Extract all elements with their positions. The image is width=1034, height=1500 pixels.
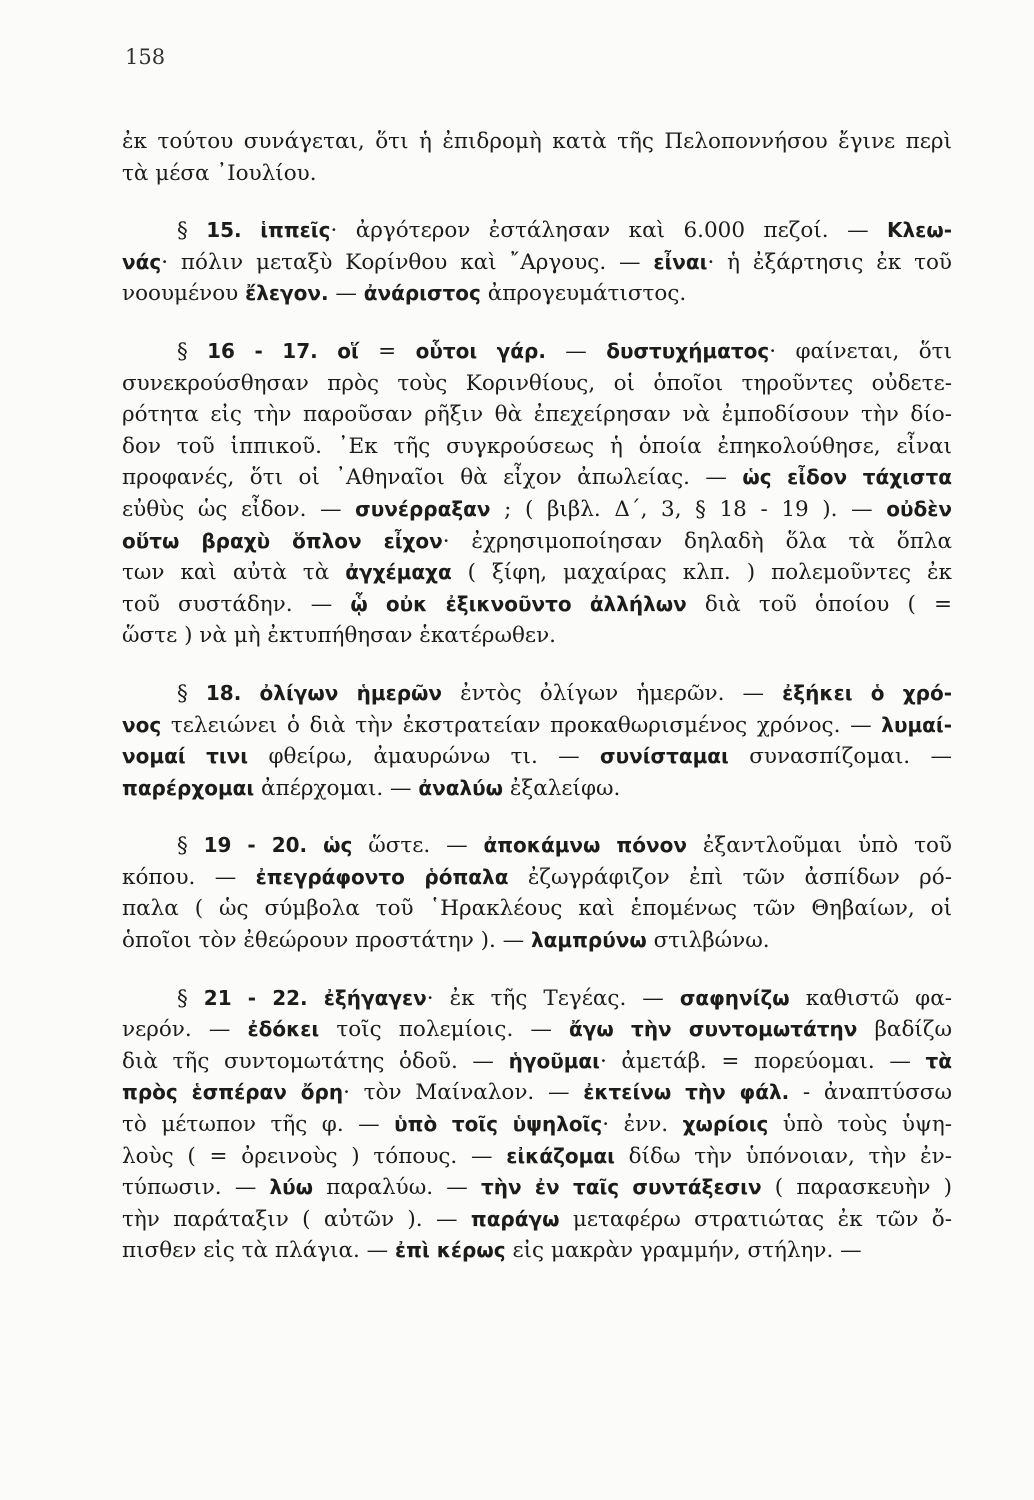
bold-term: τὰ (925, 1048, 952, 1073)
text-line (122, 678, 952, 710)
text-span: — (545, 338, 607, 364)
text-span: φθείρω, ἀμαυρώνω τι. — (248, 744, 601, 770)
text-span: § (177, 218, 207, 244)
text-span: ἐξαντλοῦμαι ὑπὸ τοῦ (686, 833, 952, 859)
bold-term: οὕτω βραχὺ ὅπλον εἶχον (122, 528, 443, 553)
text-span: τὰ μέσα ᾽Ιουλίου. (122, 160, 317, 186)
text-span: · πόλιν μεταξὺ Κορίνθου καὶ ῎Αργους. — (161, 249, 654, 275)
text-span: τοῦ συστάδην. — (122, 591, 351, 617)
text-span: - ἀναπτύσσω (789, 1080, 952, 1106)
text-span: ἐκ τούτου συνάγεται, ὅτι ἡ ἐπιδρομὴ κατὰ τῆς Πελοποννήσου ἔγινε περὶ (122, 129, 952, 154)
text-span: · ἀμετάβ. = πορεύομαι. — (599, 1048, 926, 1074)
text-span: ὥστε ) νὰ μὴ ἐκτυπήθησαν ἑκατέρωθεν. (122, 623, 556, 649)
text-line (122, 925, 952, 957)
text-line (122, 431, 952, 463)
page-number: 158 (125, 45, 166, 69)
bold-term: πρὸς ἑσπέραν ὄρη (122, 1080, 344, 1105)
text-line (122, 893, 952, 925)
text-line (122, 741, 952, 773)
text-span: ἐντὸς ὀλίγων ἡμερῶν. — (442, 680, 783, 706)
text-line (122, 462, 952, 494)
text-span: — (328, 281, 364, 307)
bold-term: δυστυχήματος (606, 338, 770, 363)
bold-term: ὡς εἶδον τάχιστα (742, 465, 952, 490)
text-span: κόπου. — (122, 864, 256, 890)
text-span: ; ( βιβλ. Δ΄, 3, § 18 - 19 ). — (490, 496, 887, 522)
text-span: · ἡ ἐξάρτησις ἐκ τοῦ (707, 249, 952, 275)
text-span: ὁποῖοι τὸν ἐθεώρουν προστάτην ). — (122, 928, 531, 954)
bold-term: ἀγχέμαχα (345, 560, 452, 585)
text-span: δον τοῦ ἱππικοῦ. ᾽Εκ τῆς συγκρούσεως ἡ ὁποία ἐπηκολούθησε, εἶναι (122, 433, 952, 459)
text-span: τελειώνει ὁ διὰ τὴν ἐκστρατείαν προκαθωρισμένος χρόνος. — (161, 712, 882, 738)
text-span: ἀπρογευμάτιστος. (480, 281, 687, 307)
text-span: συνασπίζομαι. — (728, 744, 952, 770)
text-line (122, 1141, 952, 1173)
text-line (122, 1077, 952, 1109)
text-span: · ἐνν. (602, 1112, 683, 1138)
paragraph-gap (122, 652, 952, 678)
text-line (122, 620, 952, 652)
text-span: εὐθὺς ὡς εἶδον. — (122, 496, 356, 522)
text-line (122, 368, 952, 400)
text-span: ἐζωγράφιζον ἐπὶ τῶν ἀσπίδων ρό- (508, 864, 953, 890)
text-line (122, 1235, 952, 1267)
bold-term: τὴν ἐν ταῖς συντάξεσιν (480, 1175, 762, 1200)
bold-term: λαμπρύνω (530, 928, 647, 953)
text-line (122, 247, 952, 279)
text-line (122, 1172, 952, 1204)
text-span: = (358, 338, 416, 364)
text-line (122, 710, 952, 742)
text-line (122, 1204, 952, 1236)
text-line (122, 278, 952, 310)
text-span: λοὺς ( = ὀρεινοὺς ) τόπους. — (122, 1143, 507, 1169)
text-span: ( ξίφη, μαχαίρας κλπ. ) πολεμοῦντες ἐκ (451, 560, 952, 586)
paragraph-p19 (122, 830, 952, 956)
text-span: § (177, 680, 206, 706)
bold-term: λύω (269, 1175, 314, 1200)
bold-term: ἄγω τὴν συντομωτάτην (569, 1017, 858, 1042)
text-span: μεταφέρω στρατιώτας ἐκ τῶν ὄ- (559, 1206, 952, 1232)
text-line (122, 1109, 952, 1141)
text-span: τύπωσιν. — (122, 1175, 270, 1201)
text-span: § (177, 338, 208, 364)
text-span: πισθεν εἰς τὰ πλάγια. — (122, 1238, 395, 1264)
bold-term: ἀνάριστος (363, 281, 481, 306)
text-span: § (177, 833, 204, 859)
text-span: ὑπὸ τοὺς ὑψη- (768, 1112, 953, 1138)
text-span: εἰς μακρὰν γραμμήν, στήλην. — (505, 1238, 862, 1264)
bold-term: νος (122, 712, 162, 737)
text-line (122, 589, 952, 621)
bold-term: σαφηνίζω (679, 985, 790, 1010)
text-span: ἀπέρχομαι. — (254, 775, 419, 801)
text-span: διὰ τῆς συντομωτάτης ὁδοῦ. — (122, 1048, 509, 1074)
bold-term: 19 - 20. ὡς (203, 833, 353, 858)
bold-term: χωρίοις (682, 1112, 769, 1137)
text-span: τὸ μέτωπον τῆς φ. — (122, 1112, 395, 1138)
bold-term: ἔλεγον. (245, 281, 329, 306)
bold-term: οὐδὲν (886, 496, 952, 521)
bold-term: συνέρραξαν (355, 496, 491, 521)
bold-term: συνίσταμαι (600, 744, 729, 769)
bold-term: ἐκτείνω τὴν φάλ. (583, 1080, 790, 1105)
text-line (122, 399, 952, 431)
text-span: νοουμένου (122, 281, 246, 307)
body-text (122, 126, 952, 1267)
bold-term: ἐπὶ κέρως (395, 1238, 506, 1263)
bold-term: ὑπὸ τοῖς ὑψηλοῖς (394, 1112, 603, 1137)
bold-term: παράγω (470, 1206, 560, 1231)
paragraph-p0 (122, 126, 952, 189)
bold-term: ᾧ οὐκ ἐξικνοῦντο ἀλλήλων (350, 591, 687, 616)
paragraph-p16 (122, 336, 952, 652)
paragraph-p18 (122, 678, 952, 804)
paragraph-gap (122, 804, 952, 830)
text-span: στιλβώνω. (646, 928, 770, 954)
bold-term: νομαί τινι (122, 744, 249, 769)
text-span: δίδω τὴν ὑπόνοιαν, τὴν ἐν- (614, 1143, 952, 1169)
bold-term: 15. ἱππεῖς (206, 218, 331, 243)
text-line (122, 830, 952, 862)
text-span: · τὸν Μαίναλον. — (343, 1080, 584, 1106)
bold-term: Κλεω- (887, 218, 953, 243)
bold-term: 18. ὀλίγων ἡμερῶν (205, 680, 443, 705)
text-span: διὰ τοῦ ὁποίου ( = (686, 591, 952, 617)
text-span: των καὶ αὐτὰ τὰ (122, 560, 346, 586)
text-line (122, 1014, 952, 1046)
text-line (122, 526, 952, 558)
text-span: · ἀργότερον ἐστάλησαν καὶ 6.000 πεζοί. — (330, 218, 888, 244)
text-span: · ἐχρησιμοποίησαν δηλαδὴ ὅλα τὰ ὅπλα (442, 528, 952, 554)
text-span: § (177, 985, 204, 1011)
text-span: παλα ( ὡς σύμβολα τοῦ ῾Ηρακλέους καὶ ἑπομένως τῶν Θηβαίων, οἱ (122, 896, 952, 922)
text-span: τὴν παράταξιν ( αὐτῶν ). — (122, 1206, 471, 1232)
text-line (122, 983, 952, 1015)
bold-term: λυμαί- (881, 712, 952, 737)
bold-term: ἐπεγράφοντο ῥόπαλα (255, 864, 509, 889)
text-span: · ἐκ τῆς Τεγέας. — (426, 985, 680, 1011)
bold-term: νάς (122, 249, 162, 274)
paragraph-p21 (122, 983, 952, 1267)
paragraph-gap (122, 957, 952, 983)
bold-term: ἐξήκει ὁ χρό- (782, 680, 952, 705)
bold-term: εἰκάζομαι (506, 1143, 615, 1168)
bold-term: εἶναι (653, 249, 708, 274)
bold-term: ἐδόκει (247, 1017, 320, 1042)
text-span: νερόν. — (122, 1017, 248, 1043)
bold-term: ἀποκάμνω πόνον (483, 833, 687, 858)
text-span: βαδίζω (857, 1017, 953, 1043)
text-span: παραλύω. — (313, 1175, 481, 1201)
paragraph-p15 (122, 215, 952, 310)
text-span: ὥστε. — (352, 833, 484, 859)
text-span: ρότητα εἰς τὴν παροῦσαν ρῆξιν θὰ ἐπεχείρησαν νὰ ἐμποδίσουν τὴν δίο- (122, 402, 952, 428)
text-line (122, 1046, 952, 1078)
bold-term: οὗτοι γάρ. (415, 338, 546, 363)
text-line (122, 336, 952, 368)
paragraph-gap (122, 310, 952, 336)
text-line (122, 773, 952, 805)
text-span: καθιστῶ φα- (789, 985, 952, 1011)
text-span: τοῖς πολεμίοις. — (319, 1017, 570, 1043)
paragraph-gap (122, 189, 952, 215)
text-span: συνεκρούσθησαν πρὸς τοὺς Κορινθίους, οἱ ὁποῖοι τηροῦντες οὐδετε- (122, 370, 952, 396)
text-span: ( παρασκευὴν ) (761, 1175, 952, 1201)
text-line (122, 126, 952, 158)
text-span: ἐξαλείφω. (503, 775, 621, 801)
text-span: · φαίνεται, ὅτι (769, 338, 953, 364)
bold-term: 21 - 22. ἐξήγαγεν (203, 985, 427, 1010)
bold-term: 16 - 17. οἵ (207, 338, 359, 363)
text-line (122, 557, 952, 589)
bold-term: παρέρχομαι (122, 775, 255, 800)
text-line (122, 494, 952, 526)
bold-term: ἀναλύω (418, 775, 504, 800)
text-line (122, 215, 952, 247)
text-span: προφανές, ὅτι οἱ ᾽Αθηναῖοι θὰ εἶχον ἀπωλείας. — (122, 465, 743, 491)
bold-term: ἡγοῦμαι (508, 1048, 600, 1073)
text-line (122, 158, 952, 190)
text-line (122, 862, 952, 894)
